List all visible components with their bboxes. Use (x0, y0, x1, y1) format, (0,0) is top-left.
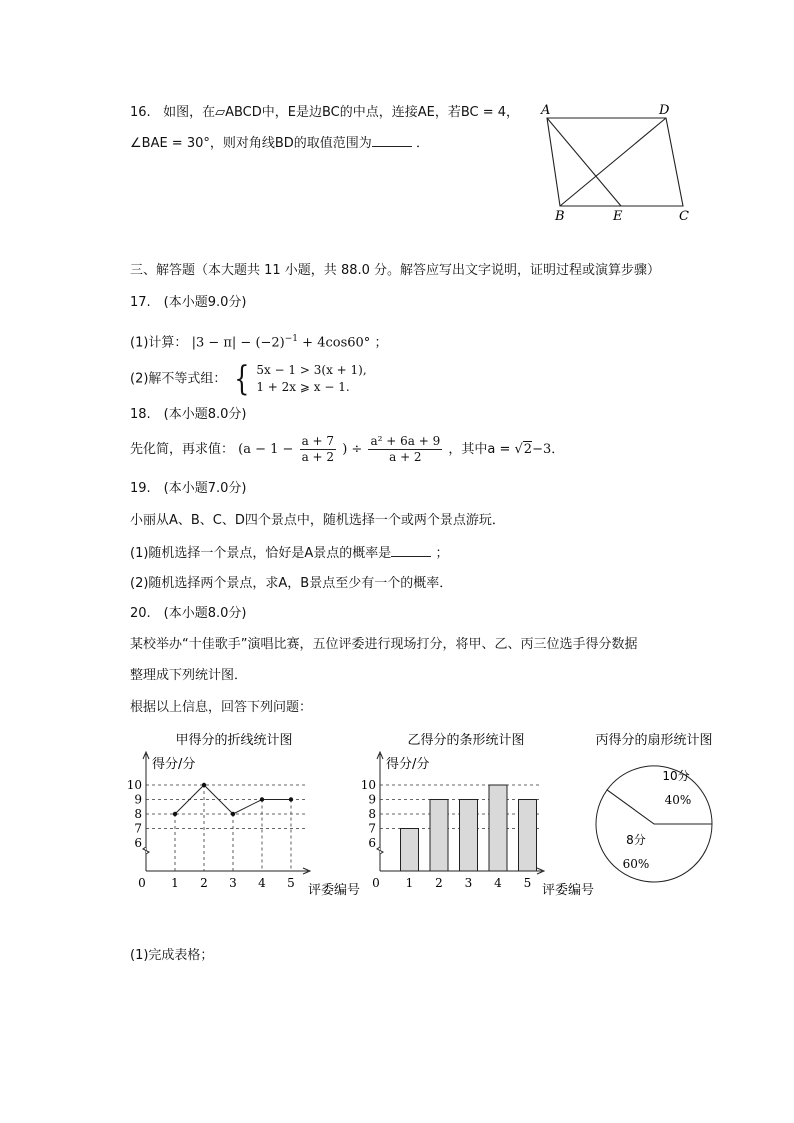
q18-lead: 先化简，再求值： (130, 442, 235, 457)
jia-y-tick-label: 7 (134, 821, 142, 836)
bing-slice-label: 10分 (662, 769, 690, 783)
yi-x-tick-label: 1 (405, 876, 414, 890)
yi-bar (460, 800, 478, 872)
label-b: B (555, 209, 565, 224)
q18-open: (a − 1 − (238, 442, 294, 457)
fraction-2 (368, 434, 442, 465)
jia-x-tick-label: 4 (258, 876, 266, 890)
yi-bar (489, 785, 507, 871)
q16-text-line2: ∠BAE = 30°，则对角线BD的取值范围为 (130, 136, 372, 151)
jia-data-point (260, 797, 264, 801)
jia-y-tick-label: 9 (134, 792, 142, 807)
q20-text-3: 根据以上信息，回答下列问题： (130, 700, 313, 715)
parallelogram-abcd (547, 118, 683, 206)
yi-x-tick-label: 0 (372, 876, 380, 890)
jia-y-tick-label: 10 (126, 778, 142, 792)
chart-yi-xlabel: 评委编号 (542, 883, 595, 898)
q20-text-2: 整理成下列统计图． (130, 668, 248, 683)
q19-header: 19. (本小题7.0分) (130, 481, 247, 496)
q19-part1-text: (1)随机选择一个景点，恰好是A景点的概率是 (130, 546, 392, 561)
q18-header: 18. (本小题8.0分) (130, 407, 247, 422)
q18-body (130, 432, 564, 468)
jia-y-tick-label: 8 (134, 807, 142, 821)
q17-part1-expr: |3 − π| − (−2) (191, 335, 285, 351)
q17-part2 (130, 359, 367, 399)
label-e: E (613, 209, 623, 224)
q20-part1: (1)完成表格； (130, 948, 214, 963)
label-c: C (679, 209, 689, 224)
q19-text: 小丽从A、B、C、D四个景点中，随机选择一个或两个景点游玩． (130, 513, 505, 528)
yi-axis-break (377, 847, 383, 854)
yi-y-tick-label: 6 (368, 836, 376, 850)
chart-yi-ylabel: 得分/分 (386, 757, 430, 772)
jia-x-tick-label: 5 (287, 876, 295, 890)
q20-header: 20. (本小题8.0分) (130, 606, 247, 621)
q16-line2 (130, 134, 429, 153)
jia-axis-break (143, 847, 149, 854)
q18-close: ) ÷ (342, 442, 363, 457)
jia-data-point (202, 783, 206, 787)
yi-y-tick-label: 9 (368, 792, 376, 807)
fraction-2-denominator: a + 2 (389, 450, 422, 464)
q16-number: 16. (130, 105, 151, 120)
yi-x-tick-label: 4 (494, 876, 502, 890)
yi-bar (401, 829, 419, 872)
jia-data-point (173, 812, 177, 816)
yi-bar (430, 800, 448, 872)
inequality-row-1: 5x − 1 > 3(x + 1), (256, 363, 367, 377)
yi-x-tick-label: 3 (464, 876, 473, 890)
yi-x-tick-label: 2 (435, 876, 443, 890)
yi-y-tick-label: 7 (368, 821, 376, 836)
chart-bing-pie (578, 728, 738, 888)
chart-bing-title: 丙得分的扇形统计图 (595, 733, 713, 748)
q17-part2-label: (2)解不等式组： (130, 371, 227, 387)
inequality-row-2: 1 + 2x ⩾ x − 1. (256, 380, 350, 394)
jia-x-tick-label: 3 (229, 876, 237, 890)
q16-parallelogram-figure (535, 98, 700, 228)
chart-jia-title: 甲得分的折线统计图 (175, 733, 293, 748)
label-a: A (541, 103, 551, 118)
section3-heading: 三、解答题（本大题共 11 小题，共 88.0 分。解答应写出文字说明，证明过程或演算步骤） (130, 263, 661, 278)
bing-slice-label: 8分 (626, 833, 646, 847)
fraction-1 (300, 434, 336, 465)
bing-slice-percent: 60% (622, 857, 650, 871)
inequality-system (256, 362, 366, 396)
yi-y-tick-label: 8 (368, 807, 376, 821)
yi-bar (519, 800, 537, 872)
chart-jia-line (126, 728, 361, 900)
jia-data-point (231, 812, 235, 816)
segment-bd (560, 118, 666, 206)
label-d: D (659, 103, 670, 118)
fraction-1-numerator: a + 7 (301, 434, 335, 448)
q19-part1-end: ； (435, 546, 449, 561)
q18-condition: ，其中a = (448, 442, 511, 457)
q16-line1 (130, 104, 519, 122)
q19-part2: (2)随机选择两个景点，求A，B景点至少有一个的概率． (130, 576, 453, 591)
chart-jia-ylabel: 得分/分 (152, 757, 196, 772)
jia-x-tick-label: 2 (200, 876, 208, 890)
q17-part1-exponent: −1 (284, 334, 299, 344)
jia-data-point (289, 797, 293, 801)
fraction-2-numerator: a² + 6a + 9 (370, 434, 441, 448)
bing-slice-percent: 40% (664, 793, 692, 807)
chart-yi-bar (362, 728, 602, 900)
q17-part1-label: (1)计算： (130, 335, 188, 351)
system-brace: { (233, 359, 249, 399)
sqrt-argument: 2 (523, 442, 533, 457)
fraction-1-denominator: a + 2 (301, 450, 335, 464)
jia-x-tick-label: 1 (171, 876, 179, 890)
q17-part1-tail: + 4cos60° (298, 335, 371, 351)
q17-part1-end: ； (374, 335, 388, 351)
q17-part1 (130, 330, 387, 352)
q16-text-line1: 如图，在▱ABCD中，E是边BC的中点，连接AE，若BC = 4， (163, 105, 520, 120)
chart-jia-xlabel: 评委编号 (308, 883, 361, 898)
q16-answer-blank (372, 134, 412, 147)
jia-x-tick-label: 0 (138, 876, 146, 890)
yi-y-tick-label: 10 (360, 778, 376, 792)
q18-tail: −3． (532, 442, 565, 457)
q16-end: ． (415, 136, 429, 151)
q20-text-1: 某校举办“十佳歌手”演唱比赛，五位评委进行现场打分，将甲、乙、丙三位选手得分数据 (130, 637, 638, 652)
q17-header: 17. (本小题9.0分) (130, 295, 247, 310)
jia-y-tick-label: 6 (134, 836, 142, 850)
sqrt-sign: √ (514, 442, 523, 457)
chart-yi-title: 乙得分的条形统计图 (407, 733, 525, 748)
q19-part1 (130, 544, 448, 563)
q19-answer-blank (391, 544, 431, 557)
yi-x-tick-label: 5 (523, 876, 532, 890)
